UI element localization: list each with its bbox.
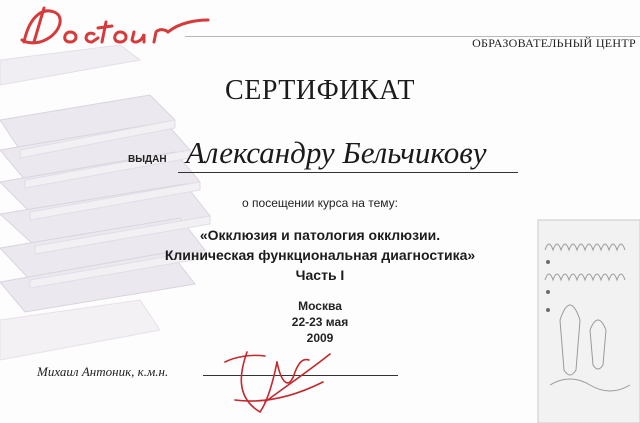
recipient-name: Александру Бельчикову [186, 135, 487, 170]
certificate-title: СЕРТИФИКАТ [225, 75, 415, 106]
year: 2009 [306, 331, 334, 345]
course-title [0, 225, 640, 285]
education-center-label: ОБРАЗОВАТЕЛЬНЫЙ ЦЕНТР [472, 36, 636, 50]
signer: Михаил Антоник, к.м.н. [37, 364, 169, 379]
course-title-line-1: «Окклюзия и патология окклюзии. [199, 227, 441, 243]
issued-label: ВЫДАН [128, 154, 167, 165]
handwritten-signature [205, 342, 345, 417]
course-title-line-2: Клиническая функциональная диагностика» [164, 247, 476, 263]
city: Москва [298, 299, 342, 313]
course-part: Часть I [295, 267, 345, 283]
signer-degree: к.м.н. [137, 364, 169, 379]
course-intro: о посещении курса на тему: [242, 196, 398, 210]
recipient-underline [178, 172, 518, 173]
doctour-logo [10, 2, 210, 48]
books-illustration [0, 0, 220, 423]
place-and-date [0, 298, 640, 346]
signer-name: Михаил Антоник [37, 364, 132, 379]
dates: 22-23 мая [291, 315, 349, 329]
